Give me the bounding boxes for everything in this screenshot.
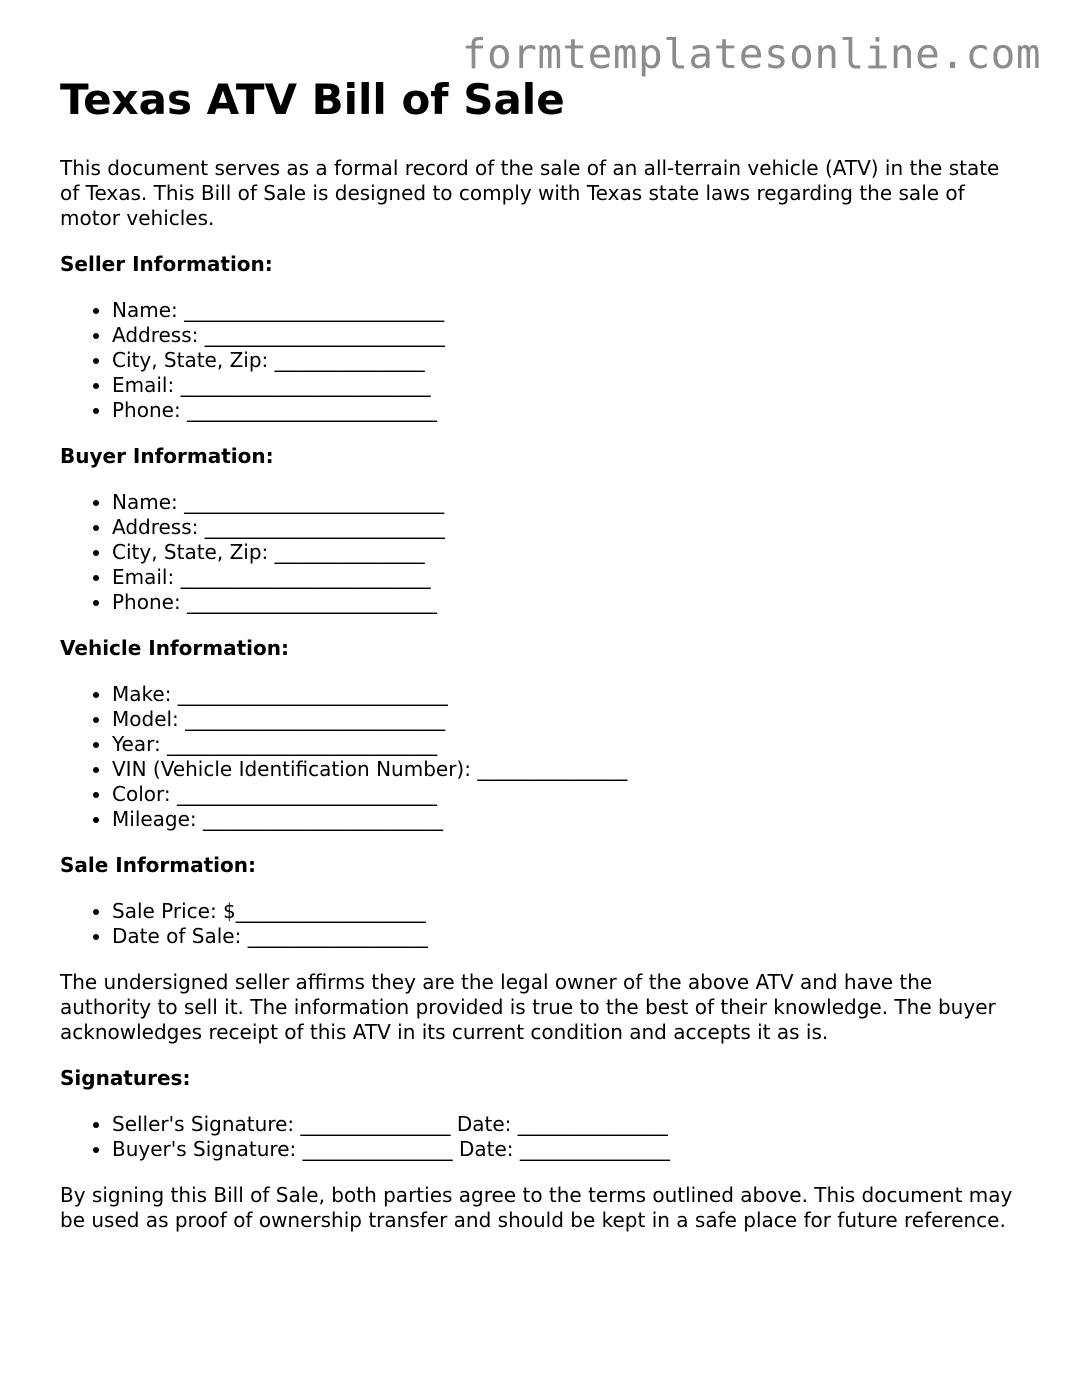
seller-signature-line: • Seller's Signature: _______________ Date: _______________ — [112, 1112, 1020, 1137]
buyer-signature-line: • Buyer's Signature: _______________ Date: _______________ — [112, 1137, 1020, 1162]
buyer-heading: Buyer Information: — [60, 444, 274, 468]
buyer-fields-list — [60, 490, 1020, 615]
buyer-phone-field: • Phone: _________________________ — [112, 590, 1020, 615]
document-body — [60, 74, 1020, 1233]
seller-phone-field: • Phone: _________________________ — [112, 398, 1020, 423]
sale-heading: Sale Information: — [60, 853, 256, 877]
seller-address-field: • Address: ________________________ — [112, 323, 1020, 348]
buyer-name-field: • Name: __________________________ — [112, 490, 1020, 515]
buyer-address-field: • Address: ________________________ — [112, 515, 1020, 540]
vehicle-fields-list — [60, 682, 1020, 832]
buyer-email-field: • Email: _________________________ — [112, 565, 1020, 590]
vehicle-vin-field: • VIN (Vehicle Identification Number): _______________ — [112, 757, 1020, 782]
vehicle-make-field: • Make: ___________________________ — [112, 682, 1020, 707]
sale-price-field: • Sale Price: $___________________ — [112, 899, 1020, 924]
document-title: Texas ATV Bill of Sale — [60, 75, 565, 124]
vehicle-color-field: • Color: __________________________ — [112, 782, 1020, 807]
vehicle-mileage-field: • Mileage: ________________________ — [112, 807, 1020, 832]
watermark: formtemplatesonline.com — [461, 30, 1041, 78]
seller-heading: Seller Information: — [60, 252, 273, 276]
signatures-list — [60, 1112, 1020, 1162]
sale-date-field: • Date of Sale: __________________ — [112, 924, 1020, 949]
seller-fields-list — [60, 298, 1020, 423]
sale-fields-list — [60, 899, 1020, 949]
seller-city-state-zip-field: • City, State, Zip: _______________ — [112, 348, 1020, 373]
vehicle-year-field: • Year: ___________________________ — [112, 732, 1020, 757]
buyer-city-state-zip-field: • City, State, Zip: _______________ — [112, 540, 1020, 565]
seller-name-field: • Name: __________________________ — [112, 298, 1020, 323]
vehicle-heading: Vehicle Information: — [60, 636, 289, 660]
vehicle-model-field: • Model: __________________________ — [112, 707, 1020, 732]
closing-paragraph: By signing this Bill of Sale, both parties agree to the terms outlined above. This document may be used as proof of ownership transfer and should be kept in a safe place for future reference. — [60, 1183, 1013, 1232]
signatures-heading: Signatures: — [60, 1066, 191, 1090]
affirmation-paragraph: The undersigned seller affirms they are the legal owner of the above ATV and have the authority to sell it. The information provided is true to the best of their knowledge. The buyer acknowledges receipt of this ATV in its current condition and accepts it as is. — [60, 970, 996, 1044]
intro-paragraph: This document serves as a formal record of the sale of an all-terrain vehicle (ATV) in the state of Texas. This Bill of Sale is designed to comply with Texas state laws regarding the sale of motor vehicles. — [60, 156, 1000, 230]
seller-email-field: • Email: _________________________ — [112, 373, 1020, 398]
